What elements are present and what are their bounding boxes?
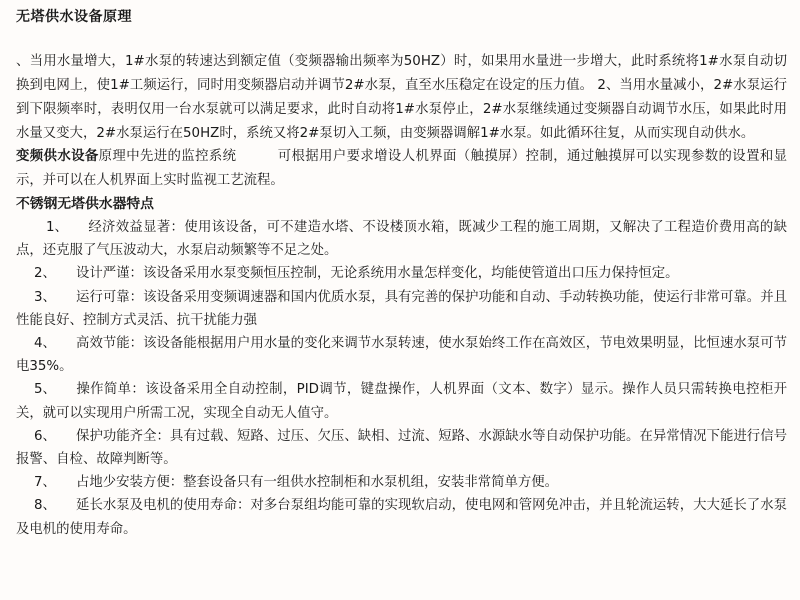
list-item <box>16 262 787 285</box>
list-item-text: 设计严谨：该设备采用水泵变频恒压控制，无论系统用水量怎样变化，均能使管道出口压力保持恒定。 <box>76 266 679 282</box>
list-item-text: 延长水泵及电机的使用寿命：对多台泵组均能可靠的实现软启动，使电网和管网免冲击，并且轮流运转，大大延长了水泵及电机的使用寿命。 <box>16 498 787 537</box>
list-item-text: 保护功能齐全：具有过载、短路、过压、欠压、缺相、过流、短路、水源缺水等自动保护功能。在异常情况下能进行信号报警、自检、故障判断等。 <box>16 428 787 468</box>
monitor-paragraph-text: 原理中先进的监控系统 可根据用户要求增设人机界面（触摸屏）控制，通过触摸屏可以实现参数的设置和显示，并可以在人机界面上实时监视工艺流程。 <box>16 149 788 188</box>
list-item-text: 运行可靠：该设备采用变频调速器和国内优质水泵，具有完善的保护功能和自动、手动转换功能，使运行非常可靠。并且性能良好、控制方式灵活、抗干扰能力强 <box>16 289 787 328</box>
list-item-text: 操作简单：该设备采用全自动控制，PID调节，键盘操作，人机界面（文本、数字）显示。操作人员只需转换电控柜开关，就可以实现用户所需工况，实现全自动无人值守。 <box>16 382 787 421</box>
list-item <box>16 286 787 332</box>
intro-paragraph: 、当用水量增大，1#水泵的转速达到额定值（变频器输出频率为50HZ）时，如果用水量进一步增大，此时系统将1#水泵自动切换到电网上，使1#工频运行，同时用变频器启动并调节2#水泵，直至水压稳定在设定的压力值。 2、当用水量减小，2#水泵运行到下限频率时，表明仅用一台水泵就可以满足要求，此时自动将1#水泵停止，2#水泵继续通过变频器自动调节水压，如果此时用水量又变大，2#水泵运行在50HZ时，系统又将2#泵切入工频，由变频器调解1#水泵。如此循环往复，从而实现自动供水。 <box>16 54 787 141</box>
list-item-number: 5、 <box>34 382 56 398</box>
list-item-number: 6、 <box>34 428 56 444</box>
list-item-number: 3、 <box>34 289 56 305</box>
list-item-text: 高效节能：该设备能根据用户用水量的变化来调节水泵转速，使水泵始终工作在高效区，节电效果明显，比恒速水泵可节电35%。 <box>16 336 787 375</box>
list-item <box>16 425 787 471</box>
list-item-text: 经济效益显著：使用该设备，可不建造水塔、不设楼顶水箱，既减少工程的施工周期，又解决了工程造价费用高的缺点，还克服了气压波动大，水泵启动频繁等不足之处。 <box>16 220 787 259</box>
list-item-number: 8、 <box>34 498 56 514</box>
list-item <box>16 494 787 540</box>
list-item <box>16 216 787 262</box>
monitor-paragraph-lead: 变频供水设备 <box>16 149 99 164</box>
list-item-text: 占地少安装方便：整套设备只有一组供水控制柜和水泵机组，安装非常简单方便。 <box>76 475 559 491</box>
list-item <box>16 471 787 494</box>
list-item-number: 7、 <box>34 475 56 491</box>
page-title: 无塔供水设备原理 <box>16 9 132 25</box>
list-item-number: 4、 <box>34 336 56 352</box>
list-item <box>16 378 787 424</box>
list-item-number: 1、 <box>46 220 68 235</box>
list-item <box>16 332 787 378</box>
monitor-paragraph <box>16 145 787 193</box>
list-item-number: 2、 <box>34 266 56 282</box>
features-heading: 不锈钢无塔供水器特点 <box>16 196 154 212</box>
features-list <box>16 216 787 541</box>
